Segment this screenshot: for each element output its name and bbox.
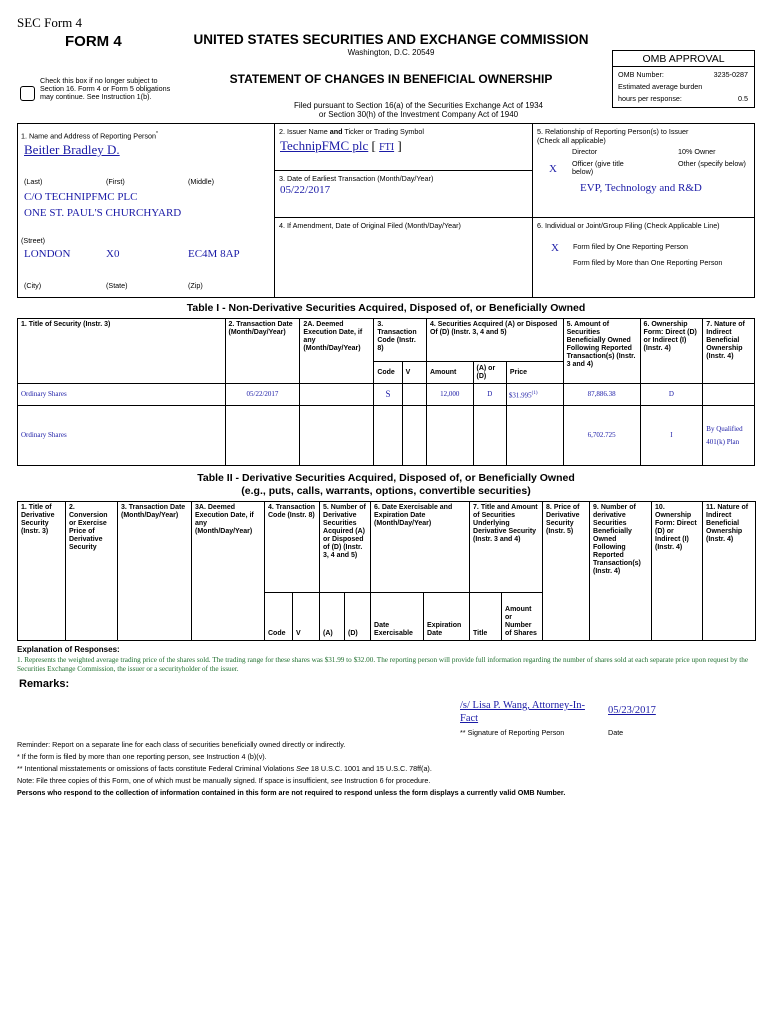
issuer-name-link[interactable]: TechnipFMC plc	[280, 138, 369, 153]
t2-header-underlying: 7. Title and Amount of Securities Underlying Derivative Security (Instr. 3 and 4)	[470, 502, 543, 593]
t2-header-exercisable: 6. Date Exercisable and Expiration Date (Month/Day/Year)	[371, 502, 470, 593]
earliest-transaction-date: 05/22/2017	[280, 184, 331, 196]
no-longer-subject-checkbox[interactable]	[20, 86, 35, 101]
explanation-label: Explanation of Responses:	[17, 645, 120, 654]
reminder-note: Reminder: Report on a separate line for each class of securities beneficially owned directly or indirectly.	[17, 740, 346, 749]
omb-hours-value: 0.5	[738, 94, 748, 103]
statement-title: STATEMENT OF CHANGES IN BENEFICIAL OWNERSHIP	[229, 72, 553, 86]
t2-sub-date-exercisable: Date Exercisable	[371, 593, 424, 641]
t2-header-conversion: 2. Conversion or Exercise Price of Derivative Security	[66, 502, 118, 641]
table-row: Ordinary Shares 6,702.725 I By Qualified 401(k) Plan	[18, 406, 755, 466]
omb-burden-label: Estimated average burden	[618, 82, 703, 91]
t2-sub-v: V	[293, 593, 320, 641]
one-person-checkmark: X	[551, 242, 559, 254]
zip-label: (Zip)	[188, 281, 203, 290]
state-label: (State)	[106, 281, 128, 290]
sec-form-label: SEC Form 4	[17, 15, 83, 30]
issuer-symbol: TechnipFMC plc [ FTI ]	[280, 138, 402, 153]
filed-pursuant-line-1: Filed pursuant to Section 16(a) of the Securities Exchange Act of 1934	[293, 101, 544, 110]
middle-label: (Middle)	[188, 177, 214, 186]
multiple-reporters-note: * If the form is filed by more than one reporting person, see Instruction 4 (b)(v).	[17, 752, 267, 761]
t2-header-nature: 11. Nature of Indirect Beneficial Ownership (Instr. 4)	[703, 502, 756, 641]
signature-label: ** Signature of Reporting Person	[460, 728, 565, 737]
reporting-person-name-link[interactable]: Beitler Bradley D.	[24, 142, 120, 157]
table-row: Ordinary Shares 05/22/2017 S 12,000 D $31.995$^{(1)}$ 87,886.38 D	[18, 384, 755, 406]
checkbox-note: Check this box if no longer subject to Section 16. Form 4 or Form 5 obligations may continue. See Instruction 1(b).	[40, 76, 171, 102]
t2-header-code: 4. Transaction Code (Instr. 8)	[265, 502, 320, 593]
form-title: FORM 4	[65, 33, 122, 50]
t1-header-title: 1. Title of Security (Instr. 3)	[18, 319, 226, 384]
state-value: X0	[106, 248, 120, 260]
t1-header-code: 3. Transaction Code (Instr. 8)	[374, 319, 427, 362]
agency-location: Washington, D.C. 20549	[347, 48, 435, 57]
more-reporting-persons-option: Form filed by More than One Reporting Person	[573, 258, 723, 267]
omb-notice: Persons who respond to the collection of information contained in this form are not required to respond unless the form displays a currently valid OMB Number.	[17, 788, 566, 797]
derivative-table	[17, 501, 756, 641]
misstatement-note: ** Intentional misstatements or omissions of facts constitute Federal Criminal Violations See 18 U.S.C. 1001 and 15 U.S.C. 78ff(a).	[17, 764, 432, 773]
last-label: (Last)	[24, 177, 43, 186]
t1-header-securities: 4. Securities Acquired (A) or Disposed Of (D) (Instr. 3, 4 and 5)	[426, 319, 563, 362]
officer-title: EVP, Technology and R&D	[580, 182, 702, 194]
t1-sub-aord: (A) or (D)	[473, 362, 506, 384]
box1-label: 1. Name and Address of Reporting Person*	[21, 131, 158, 141]
t2-sub-expiration: Expiration Date	[424, 593, 470, 641]
remarks-label: Remarks:	[19, 678, 70, 690]
table1-title: Table I - Non-Derivative Securities Acquired, Disposed of, or Beneficially Owned	[186, 302, 586, 314]
signature-date: 05/23/2017	[608, 705, 656, 716]
address-line-1: C/O TECHNIPFMC PLC	[24, 191, 138, 203]
t1-sub-price: Price	[506, 362, 563, 384]
footnote-1: 1. Represents the weighted average trading price of the shares sold. The trading range for these shares was $31.99 to $32.00. The reporting person will provide full information regarding the number of shares sold at each separate price upon request by the Securities Exchange Commission, the issuer or a securityholder of the issuer.	[17, 656, 749, 673]
box6-label: 6. Individual or Joint/Group Filing (Check Applicable Line)	[537, 221, 720, 230]
filed-pursuant-line-2: or Section 30(h) of the Investment Company Act of 1940	[318, 110, 519, 119]
t2-sub-title: Title	[470, 593, 502, 641]
t2-header-date: 3. Transaction Date (Month/Day/Year)	[118, 502, 192, 641]
city-label: (City)	[24, 281, 42, 290]
omb-hours-label: hours per response:	[618, 94, 682, 103]
omb-title: OMB APPROVAL	[613, 51, 754, 67]
signature-value: /s/ Lisa P. Wang, Attorney-In-Fact	[460, 700, 585, 724]
t2-header-price: 8. Price of Derivative Security (Instr. 5)	[543, 502, 590, 641]
t2-header-form: 10. Ownership Form: Direct (D) or Indirect (I) (Instr. 4)	[652, 502, 703, 641]
t1-sub-code: Code	[374, 362, 402, 384]
file-copies-note: Note: File three copies of this Form, one of which must be manually signed. If space is insufficient, see Instruction 6 for procedure.	[17, 776, 431, 785]
zip-value: EC4M 8AP	[188, 248, 240, 260]
ten-percent-owner-option: 10% Owner	[678, 147, 716, 156]
ticker-link[interactable]: FTI	[379, 142, 395, 153]
first-label: (First)	[106, 177, 125, 186]
t2-sub-amount: Amount or Number of Shares	[502, 593, 543, 641]
t1-header-owned: 5. Amount of Securities Beneficially Owned Following Reported Transaction(s) (Instr. 3 and 4)	[563, 319, 640, 384]
street-label: (Street)	[21, 236, 45, 245]
one-reporting-person-option: Form filed by One Reporting Person	[573, 242, 689, 251]
omb-approval-box	[612, 50, 755, 108]
box5-label: 5. Relationship of Reporting Person(s) to Issuer	[537, 127, 689, 136]
t1-sub-amount: Amount	[426, 362, 473, 384]
director-option: Director	[572, 147, 598, 156]
t2-sub-a: (A)	[320, 593, 345, 641]
address-line-2: ONE ST. PAUL'S CHURCHYARD	[24, 207, 182, 219]
t2-header-owned: 9. Number of derivative Securities Beneficially Owned Following Reported Transaction(s) (Instr. 4)	[590, 502, 652, 641]
agency-name: UNITED STATES SECURITIES AND EXCHANGE COMMISSION	[193, 32, 589, 47]
t1-header-nature: 7. Nature of Indirect Beneficial Ownership (Instr. 4)	[703, 319, 755, 384]
t1-header-date: 2. Transaction Date (Month/Day/Year)	[225, 319, 300, 384]
non-derivative-table	[17, 318, 755, 466]
t2-sub-d: (D)	[345, 593, 371, 641]
t1-header-deemed: 2A. Deemed Execution Date, if any (Month/Day/Year)	[300, 319, 374, 384]
date-label: Date	[608, 728, 624, 737]
table2-title: Table II - Derivative Securities Acquired, Disposed of, or Beneficially Owned	[197, 472, 575, 484]
officer-checkmark: X	[549, 163, 557, 175]
omb-number-label: OMB Number:	[618, 70, 664, 79]
t1-header-form: 6. Ownership Form: Direct (D) or Indirect (I) (Instr. 4)	[640, 319, 703, 384]
t2-header-deemed: 3A. Deemed Execution Date, if any (Month/Day/Year)	[192, 502, 265, 641]
city-value: LONDON	[24, 248, 71, 260]
box5-sub: (Check all applicable)	[537, 136, 606, 145]
other-option: Other (specify below)	[678, 159, 746, 168]
box4-label: 4. If Amendment, Date of Original Filed (Month/Day/Year)	[279, 221, 461, 230]
t2-header-number: 5. Number of Derivative Securities Acquired (A) or Disposed of (D) (Instr. 3, 4 and 5)	[320, 502, 371, 593]
omb-number-value: 3235-0287	[713, 70, 748, 79]
t2-sub-code: Code	[265, 593, 293, 641]
officer-option: Officer (give title below)	[572, 159, 624, 177]
t1-sub-v: V	[402, 362, 426, 384]
table2-subtitle: (e.g., puts, calls, warrants, options, convertible securities)	[241, 485, 531, 497]
t2-header-title: 1. Title of Derivative Security (Instr. 3)	[18, 502, 66, 641]
box2-label: 2. Issuer Name and Ticker or Trading Symbol	[279, 127, 425, 136]
box3-label: 3. Date of Earliest Transaction (Month/Day/Year)	[279, 174, 434, 183]
